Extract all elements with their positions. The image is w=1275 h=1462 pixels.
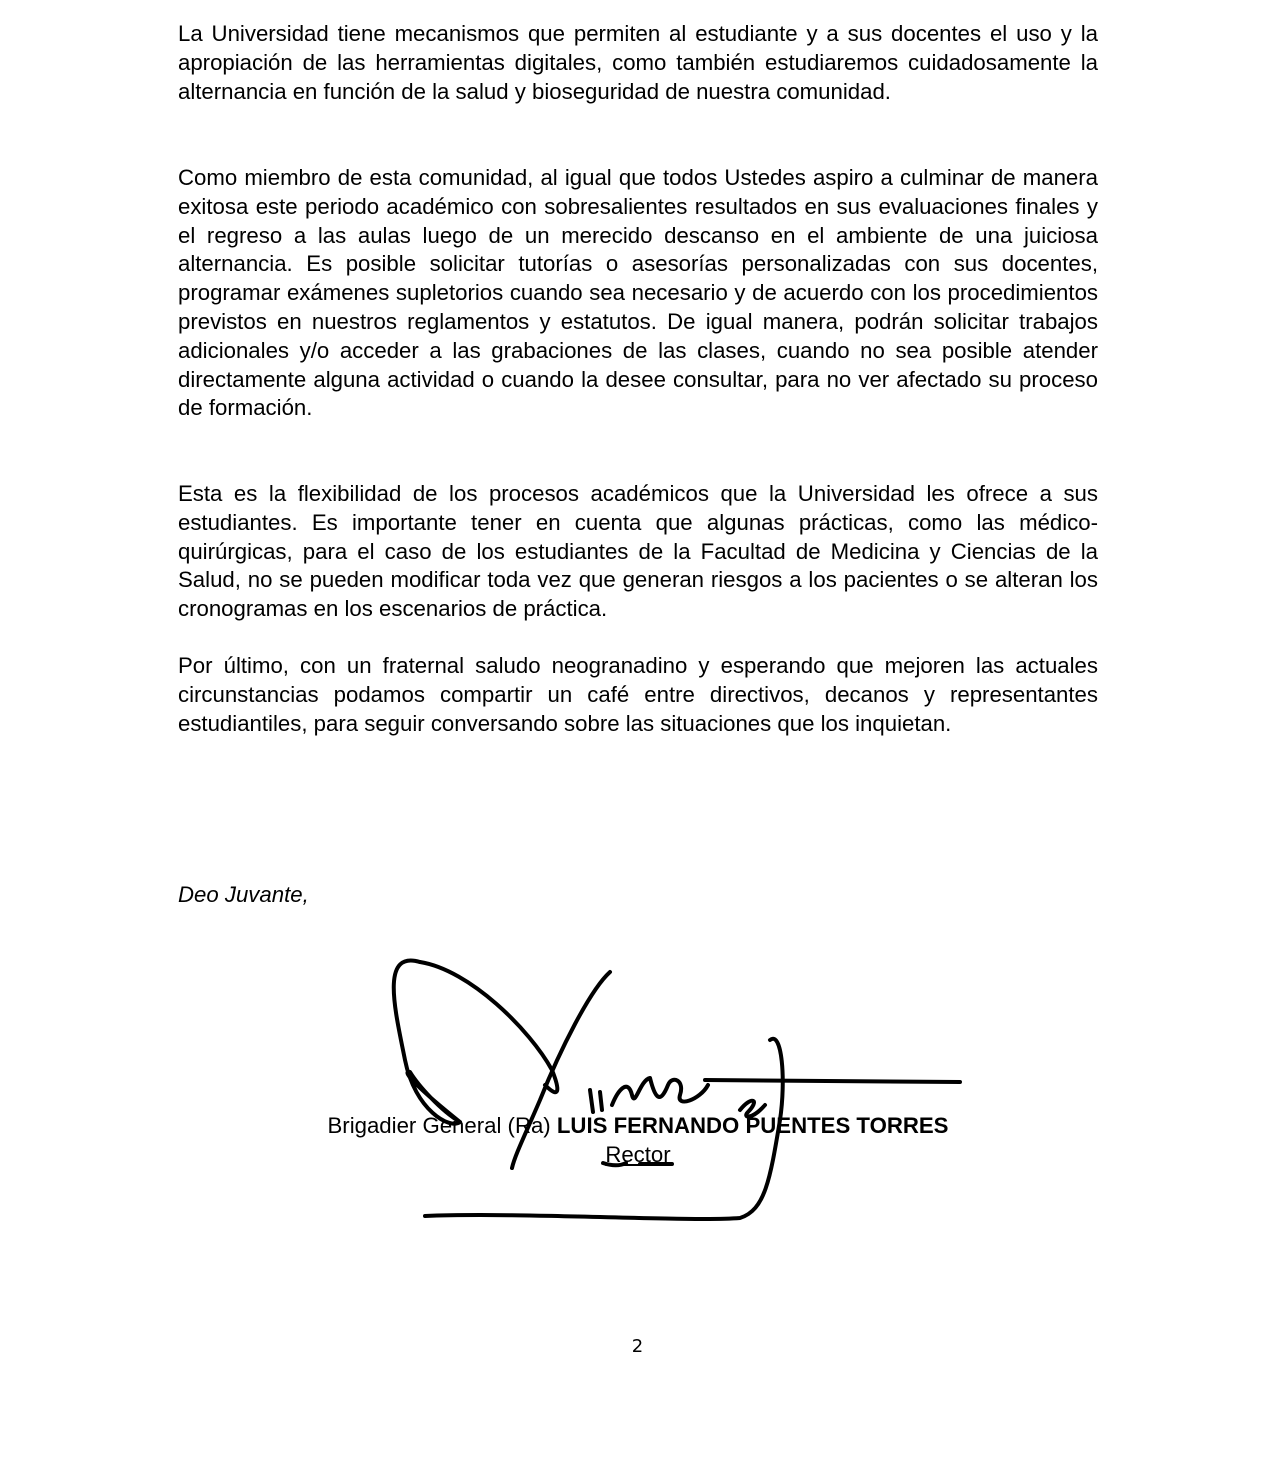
- signature-block: [178, 1111, 1098, 1169]
- page-number: 2: [631, 1336, 644, 1357]
- signatory-title: Rector: [605, 1142, 671, 1167]
- signatory-line: [178, 1111, 1098, 1140]
- signatory-rank: Brigadier General (Ra): [327, 1113, 551, 1138]
- signatory-name: LUIS FERNANDO PUENTES TORRES: [556, 1113, 949, 1138]
- paragraph: Por último, con un fraternal saludo neogranadino y esperando que mejoren las actuales circunstancias podamos compartir un café entre directivos, decanos y representantes estudiantiles, para seguir conversando sobre las situaciones que los inquietan.: [178, 653, 1098, 736]
- closing-salutation: Deo Juvante,: [178, 882, 309, 907]
- paragraph: La Universidad tiene mecanismos que permiten al estudiante y a sus docentes el uso y la apropiación de las herramientas digitales, como también estudiaremos cuidadosamente la alternancia en función de la salud y bioseguridad de nuestra comunidad.: [178, 21, 1098, 104]
- paragraph: Esta es la flexibilidad de los procesos académicos que la Universidad les ofrece a sus estudiantes. Es importante tener en cuenta que algunas prácticas, como las médico-quirúrgicas, para el caso de los estudiantes de la Facultad de Medicina y Ciencias de la Salud, no se pueden modificar toda vez que generan riesgos a los pacientes o se alteran los cronogramas en los escenarios de práctica.: [178, 481, 1098, 622]
- paragraph: Como miembro de esta comunidad, al igual que todos Ustedes aspiro a culminar de manera exitosa este periodo académico con sobresalientes resultados en sus evaluaciones finales y el regreso a las aulas luego de un merecido descanso en el ambiente de una juiciosa alternancia. Es posible solicitar tutorías o asesorías personalizadas con sus docentes, programar exámenes supletorios cuando sea necesario y de acuerdo con los procedimientos previstos en nuestros reglamentos y estatutos. De igual manera, podrán solicitar trabajos adicionales y/o acceder a las grabaciones de las clases, cuando no sea posible atender directamente alguna actividad o cuando la desee consultar, para no ver afectado su proceso de formación.: [178, 165, 1098, 421]
